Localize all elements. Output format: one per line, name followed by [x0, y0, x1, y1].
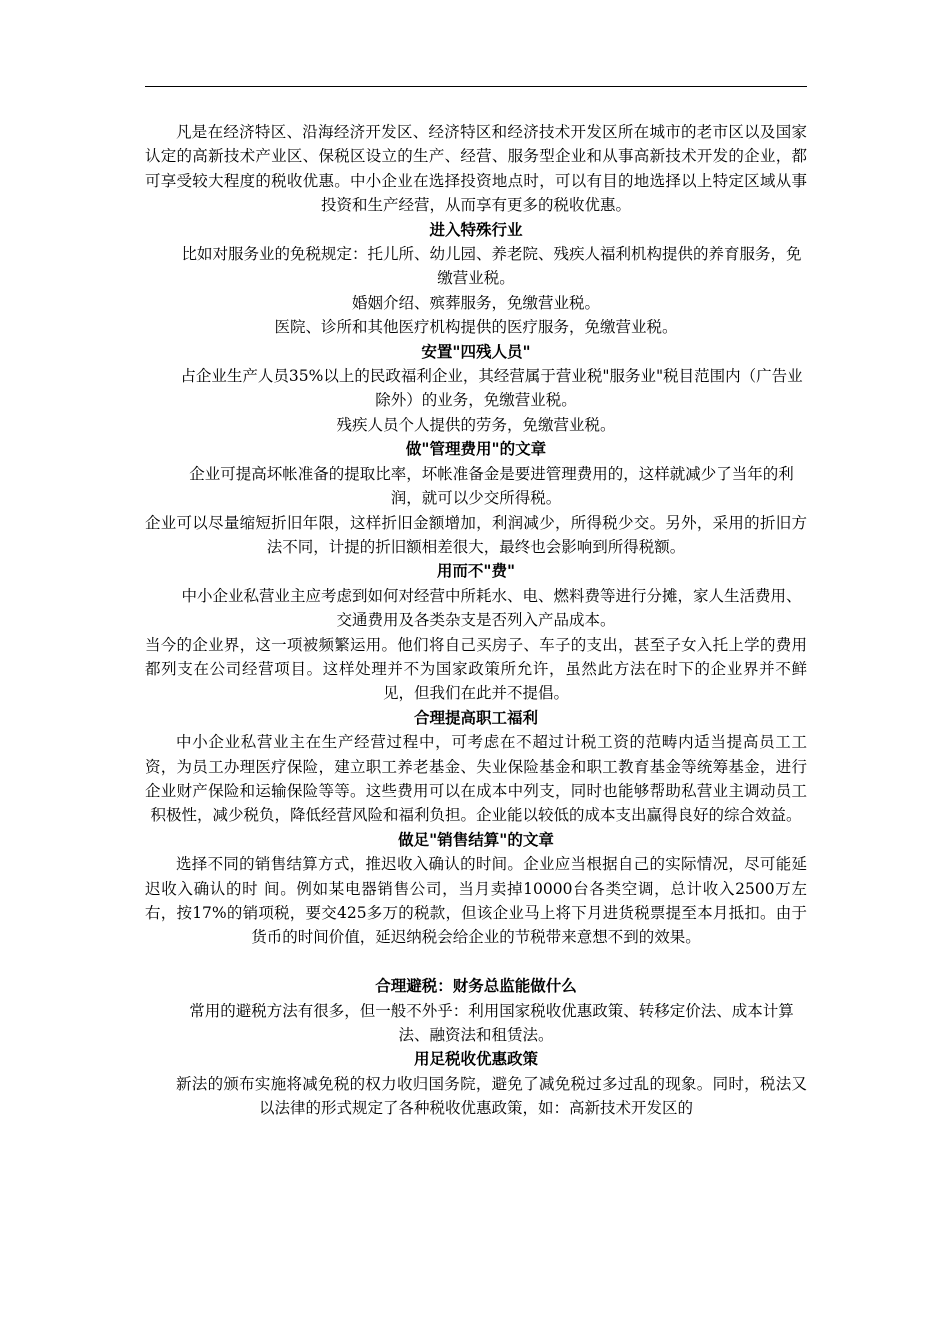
section-gap	[145, 950, 807, 974]
paragraph-service-exemption: 比如对服务业的免税规定：托儿所、幼儿园、养老院、残疾人福利机构提供的养育服务，免缴营业税。	[181, 245, 802, 288]
heading-disabled-staff: 安置"四残人员"	[421, 341, 531, 361]
paragraph-business-practice: 当今的企业界，这一项被频繁运用。他们将自己买房子、车子的支出，甚至子女入托上学的费用都列支在公司经营项目。这样处理并不为国家政策所允许，虽然此方法在时下的企业界并不鲜见，但我们在此并不提倡。	[145, 635, 807, 703]
heading-tax-incentives: 用足税收优惠政策	[413, 1049, 538, 1069]
heading-sales-settlement: 做足"销售结算"的文章	[398, 829, 554, 849]
heading-management-cost: 做"管理费用"的文章	[405, 439, 547, 459]
header-rule	[145, 86, 807, 87]
paragraph-new-law: 新法的颁布实施将减免税的权力收归国务院，避免了减免税过多过乱的现象。同时，税法又以法律的形式规定了各种税收优惠政策，如：高新技术开发区的	[176, 1074, 807, 1118]
paragraph-bad-debt: 企业可提高坏帐准备的提取比率，坏帐准备金是要进管理费用的，这样就减少了当年的利润，就可以少交所得税。	[189, 464, 794, 508]
paragraph-sales-settlement: 选择不同的销售结算方式，推迟收入确认的时间。企业应当根据自己的实际情况，尽可能延迟收入确认的时 间。例如某电器销售公司，当月卖掉10000台各类空调，总计收入2500万左右，按17%的销项税，要交425多万的税款，但该企业马上将下月进货税票提至本月抵扣。由于货币的时间价值，延迟纳税会给企业的节税带来意想不到的效果。	[145, 855, 807, 947]
paragraph-welfare-enterprise: 占企业生产人员35%以上的民政福利企业，其经营属于营业税"服务业"税目范围内（广告业除外）的业务，免缴营业税。	[180, 367, 803, 410]
heading-employee-welfare: 合理提高职工福利	[413, 707, 538, 727]
heading-tax-avoidance: 合理避税：财务总监能做什么	[375, 976, 577, 996]
paragraph-special-zones: 凡是在经济特区、沿海经济开发区、经济特区和经济技术开发区所在城市的老市区以及国家认定的高新技术产业区、保税区设立的生产、经营、服务型企业和从事高新技术开发的企业，都可享受较大程度的税收优惠。中小企业在选择投资地点时，可以有目的地选择以上特定区域从事投资和生产经营，从而享有更多的税收优惠。	[145, 123, 807, 215]
paragraph-depreciation: 企业可以尽量缩短折旧年限，这样折旧金额增加，利润减少，所得税少交。另外，采用的折旧方法不同，计提的折旧额相差很大，最终也会影响到所得税额。	[145, 513, 807, 556]
paragraph-medical: 医院、诊所和其他医疗机构提供的医疗服务，免缴营业税。	[274, 318, 678, 337]
paragraph-marriage-funeral: 婚姻介绍、殡葬服务，免缴营业税。	[351, 293, 600, 312]
heading-use-not-fee: 用而不"费"	[436, 561, 516, 581]
document-body	[145, 120, 807, 1121]
paragraph-welfare-detail: 中小企业私营业主在生产经营过程中，可考虑在不超过计税工资的范畴内适当提高员工工资，为员工办理医疗保险，建立职工养老基金、失业保险基金和职工教育基金等统筹基金，进行企业财产保险和运输保险等等。这些费用可以在成本中列支，同时也能够帮助私营业主调动员工积极性，减少税负，降低经营风险和福利负担。企业能以较低的成本支出赢得良好的综合效益。	[145, 733, 807, 825]
heading-special-industry: 进入特殊行业	[429, 219, 523, 239]
paragraph-cost-allocation: 中小企业私营业主应考虑到如何对经营中所耗水、电、燃料费等进行分摊，家人生活费用、交通费用及各类杂支是否列入产品成本。	[181, 586, 802, 630]
paragraph-disabled-labor: 残疾人员个人提供的劳务，免缴营业税。	[336, 415, 616, 434]
paragraph-avoidance-methods: 常用的避税方法有很多，但一般不外乎：利用国家税收优惠政策、转移定价法、成本计算法、融资法和租赁法。	[189, 1001, 794, 1045]
